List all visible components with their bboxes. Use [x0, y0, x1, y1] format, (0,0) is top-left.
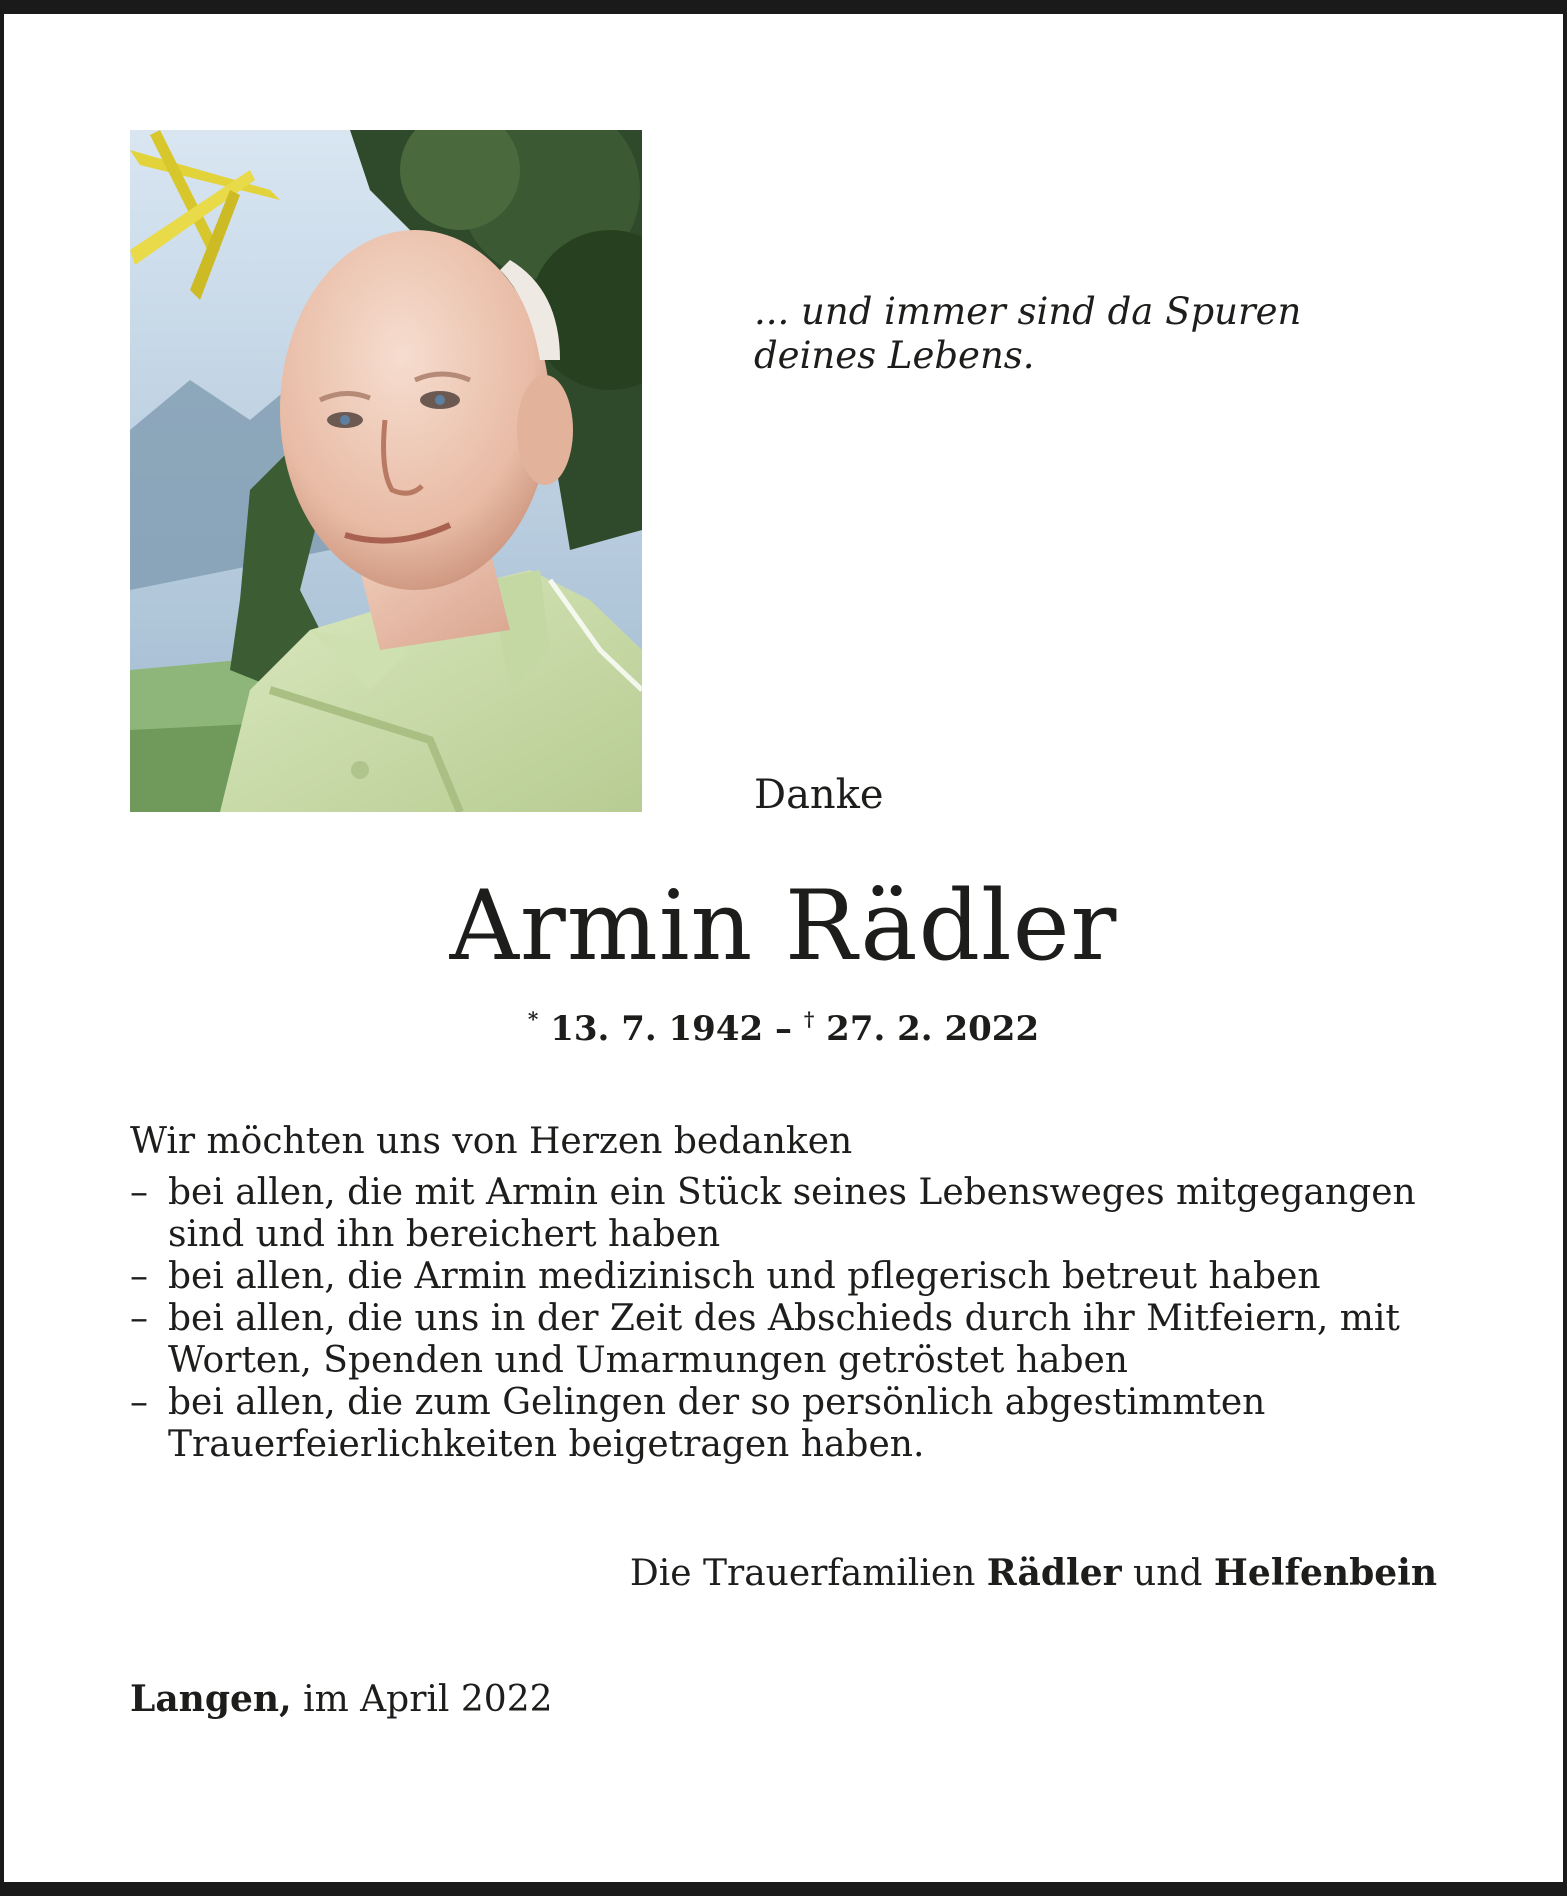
list-item-text: bei allen, die mit Armin ein Stück seines Lebensweges mitgegangen sind und ihn bereichert haben — [168, 1172, 1416, 1255]
list-item — [130, 1298, 1440, 1382]
list-item-text: bei allen, die Armin medizinisch und pflegerisch betreut haben — [168, 1256, 1321, 1297]
signature-prefix: Die Trauerfamilien — [629, 1553, 976, 1594]
dash-bullet: – — [130, 1172, 148, 1213]
place: Langen, — [130, 1678, 292, 1720]
quote-line-2: deines Lebens. — [754, 334, 1035, 377]
death-symbol: † — [803, 1007, 815, 1031]
thanks-list — [130, 1172, 1440, 1466]
family-signature — [630, 1550, 1437, 1597]
quote-line-1: ... und immer sind da Spuren — [754, 290, 1302, 333]
list-item-text: bei allen, die zum Gelingen der so persönlich abgestimmten Trauerfeierlichkeiten beigetragen haben. — [168, 1382, 1266, 1465]
list-item — [130, 1256, 1440, 1298]
place-date — [130, 1676, 553, 1723]
memorial-quote — [754, 290, 1301, 378]
birth-symbol: * — [527, 1007, 539, 1031]
family-name-2: Helfenbein — [1213, 1552, 1437, 1594]
birth-date: 13. 7. 1942 — [550, 1009, 764, 1049]
list-item — [130, 1172, 1440, 1256]
deceased-name: Armin Rädler — [449, 870, 1118, 982]
dash-bullet: – — [130, 1256, 148, 1297]
signature-conjunction: und — [1133, 1553, 1203, 1594]
list-item — [130, 1382, 1440, 1466]
list-item-text: bei allen, die uns in der Zeit des Abschieds durch ihr Mitfeiern, mit Worten, Spenden und Umarmungen getröstet haben — [168, 1298, 1400, 1381]
dash-bullet: – — [130, 1382, 148, 1423]
date: im April 2022 — [303, 1679, 553, 1720]
death-date: 27. 2. 2022 — [826, 1009, 1040, 1049]
heading-danke: Danke — [754, 772, 884, 818]
portrait-photo — [130, 130, 642, 812]
life-dates — [0, 996, 1567, 1052]
dash-bullet: – — [130, 1298, 148, 1339]
date-separator: – — [775, 1009, 792, 1049]
family-name-1: Rädler — [986, 1552, 1122, 1594]
thanks-intro: Wir möchten uns von Herzen bedanken — [130, 1121, 853, 1162]
